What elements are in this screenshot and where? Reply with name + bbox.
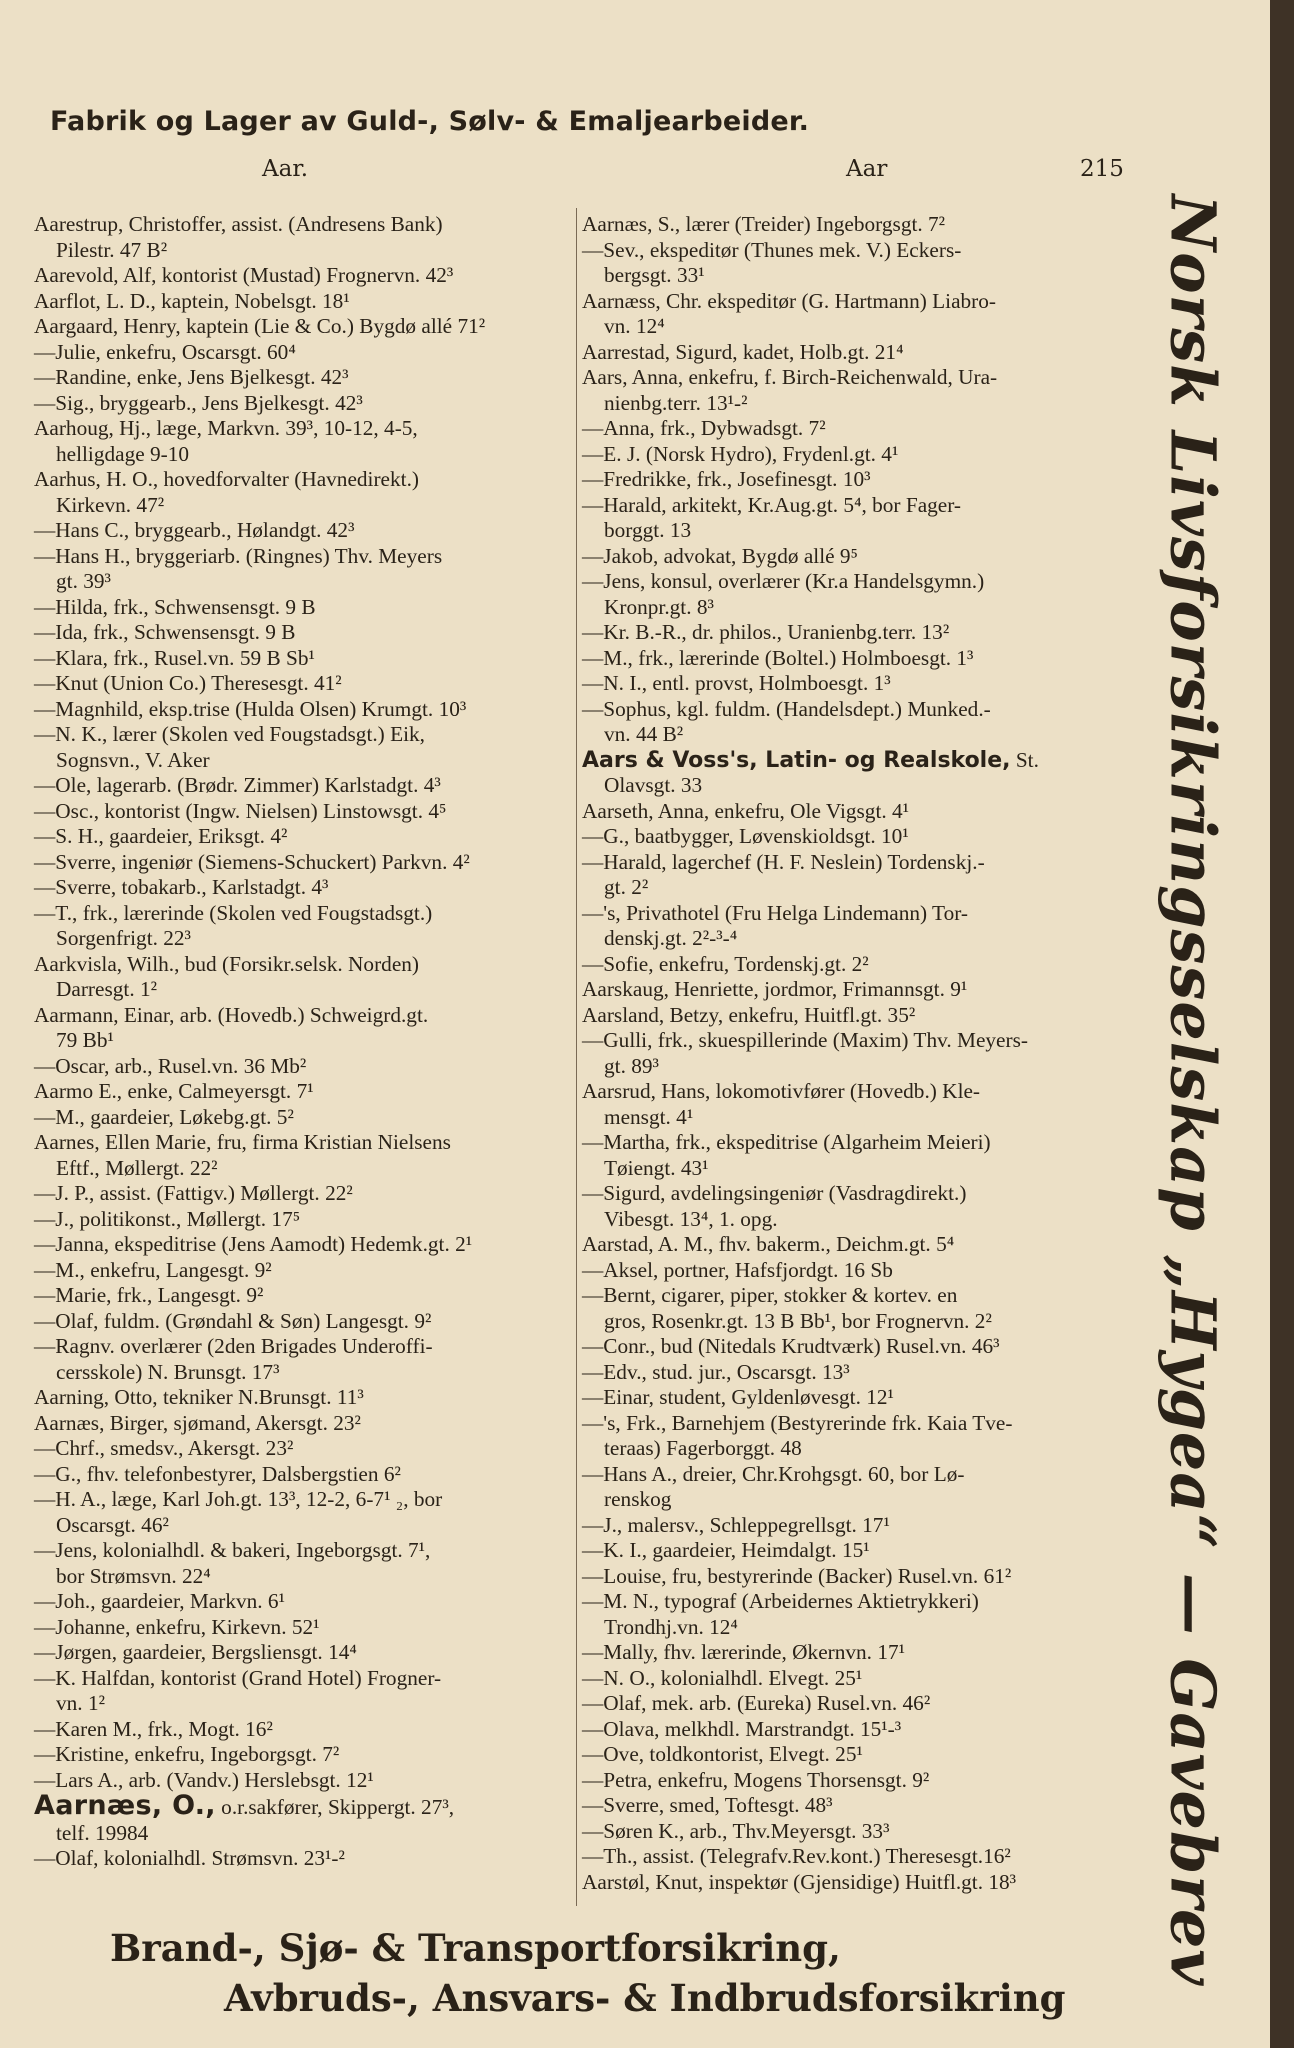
directory-entry [34,799,572,825]
directory-entry [34,416,572,467]
entry-continuation: 79 Bb¹ [56,1028,114,1052]
entry-text: —'s, Frk., Barnehjem (Bestyrerinde frk. Kaia Tve- [582,1410,1013,1435]
entry-text: —Hans C., bryggearb., Hølandgt. 42³ [34,518,355,542]
directory-entry [582,493,1124,544]
entry-text: —Mally, fhv. lærerinde, Økernvn. 17¹ [582,1640,906,1664]
directory-entry: —Olaf, kolonialhdl. Strømsvn. 23¹-² [34,1846,345,1870]
entry-text: —Hilda, frk., Schwensensgt. 9 B [34,594,316,619]
directory-entry [582,1411,1124,1462]
entry-text: —H. A., læge, Karl Joh.gt. 13³, 12-2, 6-7¹ ₂, bor [34,1487,443,1511]
directory-entry [34,1640,572,1666]
entry-text: —Sigurd, avdelingsingeniør (Vasdragdirekt.) [582,1181,967,1205]
featured-entry-line [34,1790,572,1821]
entry-continuation: Tøiengt. 43¹ [604,1155,709,1180]
entry-text: —Karen M., frk., Mogt. 16² [34,1716,273,1741]
footer-advert-line-2: Avbruds-, Ansvars- & Indbrudsforsikring [224,1976,1066,2020]
entry-text: —Harald, arkitekt, Kr.Aug.gt. 5⁴, bor Fager- [582,492,962,517]
side-advertisement-text: Norsk Livsforsikringsselskap „Hygea“ — Gavebrev [1156,194,1230,1986]
entry-continuation: Oscarsgt. 46² [56,1512,169,1537]
directory-entry [34,697,572,723]
entry-text: —Johanne, enkefru, Kirkevn. 52¹ [34,1614,320,1639]
directory-entry [34,1742,572,1768]
featured-entry-rest: St. [1010,747,1039,772]
directory-entry [582,1232,1124,1258]
directory-entry [34,595,572,621]
directory-entry [582,1538,1124,1564]
entry-text: —Marie, frk., Langesgt. 9² [34,1283,264,1307]
directory-entry [34,620,572,646]
entry-text: Aarning, Otto, tekniker N.Brunsgt. 11³ [34,1385,364,1409]
running-head-left: Aar. [262,156,309,182]
directory-entry [34,1487,572,1538]
directory-entry [582,1844,1124,1870]
directory-entry [582,1334,1124,1360]
directory-entry [582,850,1124,901]
directory-entry [582,952,1124,978]
directory-entry [582,1768,1124,1794]
entry-continuation: bergsgt. 33¹ [604,263,705,287]
entry-continuation: Pilestr. 47 B² [56,237,168,262]
directory-entry [34,850,572,876]
directory-entry [582,340,1124,366]
entry-text: Aarevold, Alf, kontorist (Mustad) Frognervn. 42³ [34,263,454,287]
directory-entry [582,1462,1124,1513]
directory-entry [34,467,572,518]
entry-text: Aarestrup, Christoffer, assist. (Andresens Bank) [34,212,443,236]
entry-text: —K. I., gaardeier, Heimdalgt. 15¹ [582,1538,870,1562]
side-advertisement [1148,194,1238,1986]
entry-text: —Sverre, smed, Toftesgt. 48³ [582,1793,833,1817]
directory-entry [582,1589,1124,1640]
entry-text: Aarsland, Betzy, enkefru, Huitfl.gt. 35² [582,1002,916,1027]
directory-entry [34,1411,572,1437]
directory-entry [34,901,572,952]
entry-continuation: gt. 89³ [604,1053,659,1078]
entry-text: Aarstad, A. M., fhv. bakerm., Deichm.gt. 5⁴ [582,1232,955,1256]
featured-entry-name: Aarnæs, O., [34,1790,216,1821]
directory-entry [34,722,572,773]
directory-entry [34,391,572,417]
directory-entry [582,442,1124,468]
entry-text: —'s, Privathotel (Fru Helga Lindemann) Tor- [582,900,968,925]
entry-continuation: helligdage 9-10 [56,441,190,466]
left-column [34,212,572,1872]
directory-entry [34,1207,572,1233]
entry-text: —Sev., ekspeditør (Thunes mek. V.) Eckers- [582,237,962,262]
directory-entry [34,1232,572,1258]
entry-continuation: Darresgt. 1² [56,977,158,1001]
entry-text: —Sverre, ingeniør (Siemens-Schuckert) Parkvn. 4² [34,849,470,874]
directory-entry [34,1054,572,1080]
directory-entry [34,1334,572,1385]
directory-entry [34,773,572,799]
directory-entry [34,1462,572,1488]
entry-text: Aarkvisla, Wilh., bud (Forsikr.selsk. Norden) [34,951,420,976]
directory-entry [582,1360,1124,1386]
entry-continuation: cersskole) N. Brunsgt. 17³ [56,1359,280,1384]
entry-text: —E. J. (Norsk Hydro), Frydenl.gt. 4¹ [582,441,899,466]
directory-entry [34,289,572,315]
entry-continuation: teraas) Fagerborggt. 48 [604,1436,802,1460]
page-number: 215 [1080,156,1124,182]
entry-text: —Søren K., arb., Thv.Meyersgt. 33³ [582,1818,890,1843]
entry-continuation: renskog [604,1487,672,1511]
directory-entry [582,1870,1124,1896]
directory-entry [582,467,1124,493]
entry-text: —K. Halfdan, kontorist (Grand Hotel) Frogner- [34,1665,442,1690]
entry-continuation: vn. 44 B² [604,722,684,746]
entry-text: —Anna, frk., Dybwadsgt. 7² [582,416,826,440]
entry-text: —Th., assist. (Telegrafv.Rev.kont.) Theresesgt.16² [582,1844,1011,1868]
entry-text: Aarseth, Anna, enkefru, Ole Vigsgt. 4¹ [582,798,910,823]
entry-continuation: Eftf., Møllergt. 22² [56,1155,218,1180]
entry-text: —Julie, enkefru, Oscarsgt. 60⁴ [34,339,296,364]
entry-text: —M., frk., lærerinde (Boltel.) Holmboesgt. 1³ [582,645,974,670]
entry-text: Aarsrud, Hans, lokomotivfører (Hovedb.) Kle- [582,1079,981,1103]
entry-text: —Ove, toldkontorist, Elvegt. 25¹ [582,1742,863,1766]
entry-text: —J., malersv., Schleppegrellsgt. 17¹ [582,1512,890,1537]
directory-entry [34,671,572,697]
entry-text: —Kristine, enkefru, Ingeborgsgt. 7² [34,1742,340,1766]
featured-entry-line [582,748,1124,774]
entry-continuation: mensgt. 4¹ [604,1104,694,1129]
directory-entry [582,1385,1124,1411]
directory-entry [582,620,1124,646]
directory-entry [34,314,572,340]
directory-entry [582,569,1124,620]
right-column [582,212,1124,1895]
directory-entry [34,1309,572,1335]
directory-entry [34,1589,572,1615]
footer-advert-line-1: Brand-, Sjø- & Transportforsikring, [110,1926,841,1970]
entry-continuation: Trondhj.vn. 12⁴ [604,1614,738,1639]
directory-entry [582,1793,1124,1819]
entry-text: —Oscar, arb., Rusel.vn. 36 Mb² [34,1053,307,1078]
directory-entry [34,952,572,1003]
directory-entry [582,1181,1124,1232]
entry-continuation: vn. 1² [56,1691,105,1715]
entry-text: Aarrestad, Sigurd, kadet, Holb.gt. 21⁴ [582,339,904,364]
featured-entry-name: Aars & Voss's, Latin- og Realskole, [582,747,1011,773]
directory-entry [582,1691,1124,1717]
directory-entry [34,1258,572,1284]
directory-entry [34,1105,572,1131]
entry-continuation: telf. 19984 [56,1820,149,1845]
entry-text: —Joh., gaardeier, Markvn. 6¹ [34,1589,285,1613]
directory-entry [582,697,1124,748]
entry-text: —Lars A., arb. (Vandv.) Herslebsgt. 12¹ [34,1767,374,1792]
entry-text: —Ragnv. overlærer (2den Brigades Underoffi- [34,1334,433,1358]
directory-entry [582,1513,1124,1539]
entry-continuation: Sognsvn., V. Aker [56,747,210,772]
directory-entry [582,365,1124,416]
entry-continuation: vn. 12⁴ [604,314,665,338]
entry-text: —Gulli, frk., skuespillerinde (Maxim) Thv. Meyers- [582,1028,1028,1052]
entry-continuation: Vibesgt. 13⁴, 1. opg. [604,1206,778,1231]
entry-text: Aarmann, Einar, arb. (Hovedb.) Schweigrd.gt. [34,1002,429,1027]
entry-text: —Klara, frk., Rusel.vn. 59 B Sb¹ [34,645,315,670]
entry-text: —Aksel, portner, Hafsfjordgt. 16 Sb [582,1257,893,1282]
entry-text: Aarhus, H. O., hovedforvalter (Havnedirekt.) [34,467,419,491]
directory-entry [34,875,572,901]
entry-text: —Kr. B.-R., dr. philos., Uranienbg.terr. 13² [582,620,950,644]
directory-entry [34,1130,572,1181]
entry-text: —G., fhv. telefonbestyrer, Dalsbergstien 6² [34,1461,401,1486]
entry-text: —Petra, enkefru, Mogens Thorsensgt. 9² [582,1767,930,1792]
column-divider [576,208,577,1906]
entry-continuation: Kronpr.gt. 8³ [604,594,714,619]
entry-text: Aarnes, Ellen Marie, fru, firma Kristian Nielsens [34,1130,451,1154]
featured-entry [582,748,1124,799]
directory-entry [582,289,1124,340]
entry-text: Aars, Anna, enkefru, f. Birch-Reichenwald, Ura- [582,365,998,389]
entry-text: —T., frk., lærerinde (Skolen ved Fougstadsgt.) [34,900,433,925]
entry-text: —M., enkefru, Langesgt. 9² [34,1257,272,1282]
directory-entry [582,1003,1124,1029]
entry-text: Aarskaug, Henriette, jordmor, Frimannsgt. 9¹ [582,977,968,1001]
entry-continuation: bor Strømsvn. 22⁴ [56,1563,211,1588]
directory-entry [34,1283,572,1309]
directory-entry [34,263,572,289]
running-head-right: Aar [846,156,888,182]
entry-text: —G., baatbygger, Løvenskioldsgt. 10¹ [582,824,909,848]
entry-text: —Edv., stud. jur., Oscarsgt. 13³ [582,1359,850,1384]
directory-entry [582,1028,1124,1079]
directory-entry [582,212,1124,238]
directory-entry [582,416,1124,442]
entry-text: —Olava, melkhdl. Marstrandgt. 15¹-³ [582,1716,902,1741]
entry-text: —Olaf, mek. arb. (Eureka) Rusel.vn. 46² [582,1691,931,1715]
entry-text: —M., gaardeier, Løkebg.gt. 5² [34,1104,294,1129]
featured-entry-rest: o.r.sakfører, Skippergt. 27³, [215,1795,455,1819]
entry-text: —Jørgen, gaardeier, Bergsliensgt. 14⁴ [34,1640,357,1664]
entry-text: —Jens, konsul, overlærer (Kr.a Handelsgymn.) [582,569,985,593]
entry-text: —Jens, kolonialhdl. & bakeri, Ingeborgsgt. 7¹, [34,1538,431,1562]
entry-text: —Conr., bud (Nitedals Krudtværk) Rusel.vn. 46³ [582,1334,1000,1358]
directory-entry [582,1283,1124,1334]
entry-text: —Louise, fru, bestyrerinde (Backer) Rusel.vn. 61² [582,1563,1012,1588]
directory-entry [582,1079,1124,1130]
directory-entry [34,1079,572,1105]
entry-text: —N. O., kolonialhdl. Elvegt. 25¹ [582,1665,863,1690]
entry-continuation: gros, Rosenkr.gt. 13 B Bb¹, bor Frognervn. 2² [604,1308,992,1333]
entry-text: —Sofie, enkefru, Tordenskj.gt. 2² [582,951,869,976]
directory-entry [582,799,1124,825]
entry-text: Aarmo E., enke, Calmeyersgt. 7¹ [34,1079,314,1103]
directory-entry [34,365,572,391]
entry-text: —Hans H., bryggeriarb. (Ringnes) Thv. Meyers [34,543,443,568]
directory-entry [34,1615,572,1641]
entry-text: —Chrf., smedsv., Akersgt. 23² [34,1436,294,1460]
directory-entry [34,1181,572,1207]
directory-entry [582,1564,1124,1590]
entry-text: —Fredrikke, frk., Josefinesgt. 10³ [582,467,871,491]
entry-text: Aargaard, Henry, kaptein (Lie & Co.) Bygdø allé 71² [34,314,486,338]
directory-entry [34,518,572,544]
directory-entry [34,1436,572,1462]
entry-text: —Ida, frk., Schwensensgt. 9 B [34,620,296,644]
directory-entry [582,1666,1124,1692]
directory-entry [34,824,572,850]
directory-entry [34,212,572,263]
entry-text: —Bernt, cigarer, piper, stokker & kortev. en [582,1283,958,1307]
directory-entry [582,824,1124,850]
entry-text: Aarstøl, Knut, inspektør (Gjensidige) Huitfl.gt. 18³ [582,1869,1017,1894]
directory-entry [34,1538,572,1589]
entry-text: —Olaf, fuldm. (Grøndahl & Søn) Langesgt. 9² [34,1308,432,1333]
entry-continuation: nienbg.terr. 13¹-² [604,390,748,415]
entry-continuation: gt. 2² [604,875,649,899]
entry-continuation: gt. 39³ [56,569,111,593]
entry-text: Aarnæs, Birger, sjømand, Akersgt. 23² [34,1410,361,1435]
entry-text: —Martha, frk., ekspeditrise (Algarheim Meieri) [582,1130,991,1154]
directory-entry [582,1742,1124,1768]
featured-entry [34,1790,572,1846]
entry-text: —Harald, lagerchef (H. F. Neslein) Tordenskj.- [582,849,985,874]
entry-continuation: borggt. 13 [604,518,692,542]
directory-entry [582,1717,1124,1743]
entry-text: —Sophus, kgl. fuldm. (Handelsdept.) Munked.- [582,696,991,721]
entry-text: —Osc., kontorist (Ingw. Nielsen) Linstowsgt. 4⁵ [34,798,447,823]
entry-text: —Randine, enke, Jens Bjelkesgt. 42³ [34,365,349,389]
directory-entry [582,646,1124,672]
directory-entry [582,1258,1124,1284]
directory-entry [34,340,572,366]
directory-entry [582,671,1124,697]
entry-text: —J. P., assist. (Fattigv.) Møllergt. 22² [34,1181,353,1205]
entry-text: —M. N., typograf (Arbeidernes Aktietrykkeri) [582,1589,979,1613]
entry-text: —Sverre, tobakarb., Karlstadgt. 4³ [34,875,329,899]
entry-text: —S. H., gaardeier, Eriksgt. 4² [34,824,288,848]
entry-text: —Knut (Union Co.) Theresesgt. 41² [34,671,342,695]
entry-text: —N. K., lærer (Skolen ved Fougstadsgt.) Eik, [34,722,425,746]
directory-entry [34,1385,572,1411]
directory-entry [34,1003,572,1054]
entry-text: —Hans A., dreier, Chr.Krohgsgt. 60, bor Lø- [582,1461,965,1486]
entry-text: —Sig., bryggearb., Jens Bjelkesgt. 42³ [34,390,363,415]
directory-entry [34,1717,572,1743]
entry-text: —N. I., entl. provst, Holmboesgt. 1³ [582,671,891,695]
entry-continuation: Kirkevn. 47² [56,492,165,517]
directory-entry [34,1666,572,1717]
entry-text: Aarhoug, Hj., læge, Markvn. 39³, 10-12, 4-5, [34,416,418,440]
directory-entry [582,1640,1124,1666]
directory-entry [582,901,1124,952]
entry-continuation: denskj.gt. 2²-³-⁴ [604,926,738,950]
directory-entry [582,1130,1124,1181]
entry-continuation: Olavsgt. 33 [604,773,703,797]
directory-entry [582,977,1124,1003]
entry-text: —Janna, ekspeditrise (Jens Aamodt) Hedemk.gt. 2¹ [34,1232,473,1256]
entry-text: Aarflot, L. D., kaptein, Nobelsgt. 18¹ [34,288,350,313]
directory-entry [582,1819,1124,1845]
entry-continuation: Sorgenfrigt. 22³ [56,926,191,950]
entry-text: —Magnhild, eksp.trise (Hulda Olsen) Krumgt. 10³ [34,696,467,721]
page-header: Fabrik og Lager av Guld-, Sølv- & Emaljearbeider. [50,106,810,137]
entry-text: —Jakob, advokat, Bygdø allé 9⁵ [582,543,858,568]
entry-text: —Ole, lagerarb. (Brødr. Zimmer) Karlstadgt. 4³ [34,773,441,797]
entry-text: Aarnæss, Chr. ekspeditør (G. Hartmann) Liabro- [582,288,997,313]
page-edge [1270,0,1294,2048]
directory-entry [34,646,572,672]
directory-entry [582,544,1124,570]
directory-entry [34,544,572,595]
entry-text: —Einar, student, Gyldenløvesgt. 12¹ [582,1385,894,1409]
entry-text: —J., politikonst., Møllergt. 17⁵ [34,1206,301,1231]
directory-entry [582,238,1124,289]
entry-text: Aarnæs, S., lærer (Treider) Ingeborgsgt. 7² [582,212,946,236]
